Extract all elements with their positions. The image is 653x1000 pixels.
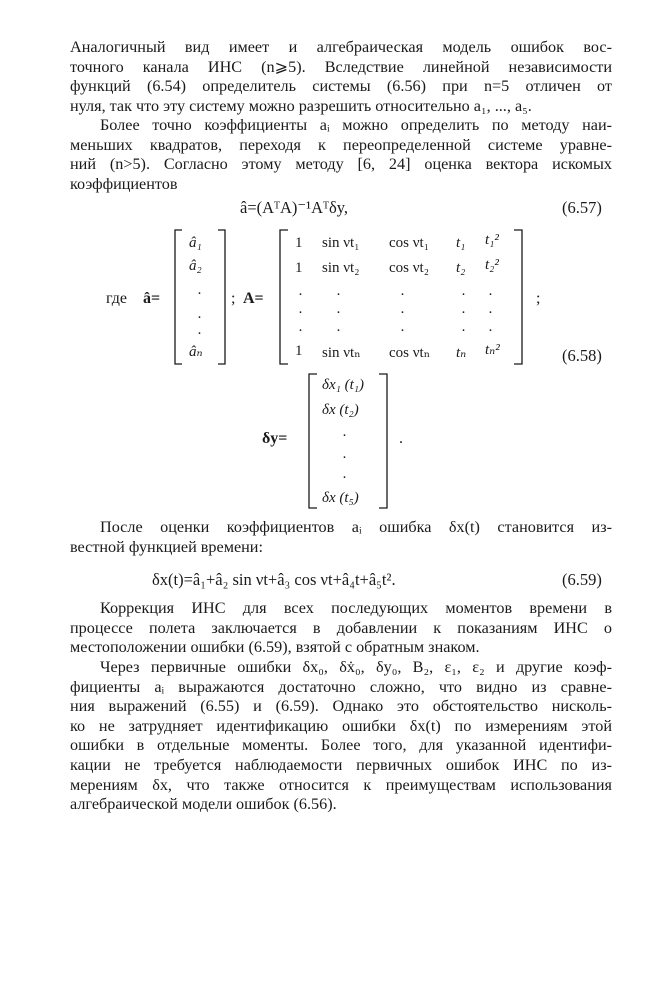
matrix-A-cell: · [488, 323, 493, 339]
matrix-A-cell: 1 [295, 260, 303, 276]
matrix-A-cell: cos νt₁ [389, 235, 429, 251]
text-line: алгебраической модели ошибок (6.56). [70, 795, 337, 814]
matrix-A-cell: · [400, 305, 405, 321]
matrix-A-cell: tₙ [456, 345, 467, 361]
vector-dy-end: . [399, 430, 403, 447]
matrix-end-punct: ; [536, 290, 541, 307]
matrix-A-cell: t₂ [456, 260, 466, 276]
vector-dy-entry: · [342, 428, 347, 444]
matrix-A-cell: 1 [295, 235, 303, 251]
text-line: Аналогичный вид имеет и алгебраическая модель ошибок вос- [70, 38, 612, 56]
matrix-A-cell: · [400, 323, 405, 339]
equation-number-6-59: (6.59) [562, 570, 602, 589]
text-line: ния выражений (6.55) и (6.59). Однако это обстоятельство нисколь- [70, 697, 612, 716]
matrix-A-cell: cos νt₂ [389, 260, 429, 276]
matrix-A-cell: t₂² [485, 257, 499, 273]
text-line: местоположении ошибки (6.59), взятой с обратным знаком. [70, 638, 480, 657]
matrix-A-cell: · [336, 305, 341, 321]
matrix-A-cell: t₁ [456, 235, 466, 251]
text-line: меньших квадратов, переходя к переопределенной системе уравне- [70, 135, 612, 154]
matrix-A-cell: t₁² [485, 232, 499, 248]
paragraph-2 [70, 116, 612, 194]
vector-a-entry: â₂ [189, 258, 202, 274]
text-line: процессе полета заключается в добавлении к показаниям ИНС о [70, 618, 612, 637]
matrix-A-cell: sin νt₁ [322, 235, 360, 251]
matrix-A-cell: · [298, 287, 303, 303]
where-label: где [106, 290, 128, 307]
equation-6-57: â=(AᵀA)⁻¹Aᵀδy, [240, 198, 349, 217]
vector-a-entry: âₙ [189, 344, 203, 360]
text-line: коэффициентов [70, 174, 178, 193]
matrix-A-cell: sin νt₂ [322, 260, 360, 276]
matrix-A-cell: · [298, 305, 303, 321]
vector-dy-entry: δx₁ (t₁) [322, 377, 364, 393]
vector-a-entry: â₁ [189, 235, 202, 251]
equation-number-6-58: (6.58) [562, 346, 602, 365]
paragraph-4 [70, 599, 612, 658]
equation-6-59: δx(t)=â₁+â₂ sin νt+â₃ cos νt+â₄t+â₅t². [152, 570, 396, 589]
text-line: Коррекция ИНС для всех последующих моментов времени в [100, 599, 612, 617]
matrix-A-cell: · [336, 323, 341, 339]
text-line: Более точно коэффициенты aᵢ можно определить по методу наи- [100, 116, 612, 134]
text-line: ко не затрудняет идентификацию ошибки δx(t) по измерениям этой [70, 716, 612, 735]
text-line: кации не требуется наблюдаемости первичных ошибок ИНС по из- [70, 755, 612, 774]
matrix-A-cell: · [400, 287, 405, 303]
matrix-A-cell: · [461, 305, 466, 321]
vector-a-entry: · [197, 326, 202, 342]
vector-a-label: â= [143, 290, 161, 307]
paragraph-1 [70, 38, 612, 116]
matrix-A-cell: 1 [295, 343, 303, 359]
text-line: мерениям δx, что также относится к преимуществам использования [70, 775, 612, 794]
matrix-A-label: A= [243, 290, 264, 307]
text-line: ний (n>5). Согласно этому методу [6, 24] оценка вектора искомых [70, 155, 612, 174]
vector-dy-entry: · [342, 450, 347, 466]
equation-number-6-57: (6.57) [562, 198, 602, 217]
matrix-A-cell: · [336, 287, 341, 303]
paragraph-3 [70, 518, 612, 557]
text-line: нуля, так что эту систему можно разрешить относительно a₁, ..., a₅. [70, 96, 532, 115]
matrix-A-cell: · [461, 323, 466, 339]
matrix-A-cell: cos νtₙ [389, 345, 431, 361]
vector-a-entry: · [197, 286, 202, 302]
text-line: функций (6.54) определитель системы (6.56) при n=5 отличен от [70, 77, 612, 96]
text-line: фициенты aᵢ выражаются достаточно сложно, что видно из сравне- [70, 677, 612, 696]
matrix-A-cell: · [298, 323, 303, 339]
matrix-A-cell: · [488, 287, 493, 303]
text-line: Через первичные ошибки δx₀, δẋ₀, δy₀, B₂, ε₁, ε₂ и другие коэф- [100, 658, 612, 676]
paragraph-5 [70, 658, 612, 815]
vector-dy-entry: δx (t₂) [322, 402, 359, 418]
text-line: вестной функцией времени: [70, 537, 263, 556]
text-line: точного канала ИНС (n⩾5). Вследствие линейной независимости [70, 57, 612, 76]
text-line: ошибки в отдельные моменты. Более того, для указанной идентифи- [70, 736, 612, 755]
matrix-A-cell: · [461, 287, 466, 303]
vector-a-entry: · [197, 310, 202, 326]
separator: ; [231, 290, 236, 307]
matrix-A-cell: · [488, 305, 493, 321]
matrix-A-cell: tₙ² [485, 342, 500, 358]
text-line: После оценки коэффициентов aᵢ ошибка δx(t) становится из- [100, 518, 612, 536]
vector-dy-label: δy= [262, 430, 288, 447]
vector-dy-entry: δx (t₅) [322, 490, 359, 506]
matrix-A-cell: sin νtₙ [322, 345, 361, 361]
vector-dy-entry: · [342, 470, 347, 486]
